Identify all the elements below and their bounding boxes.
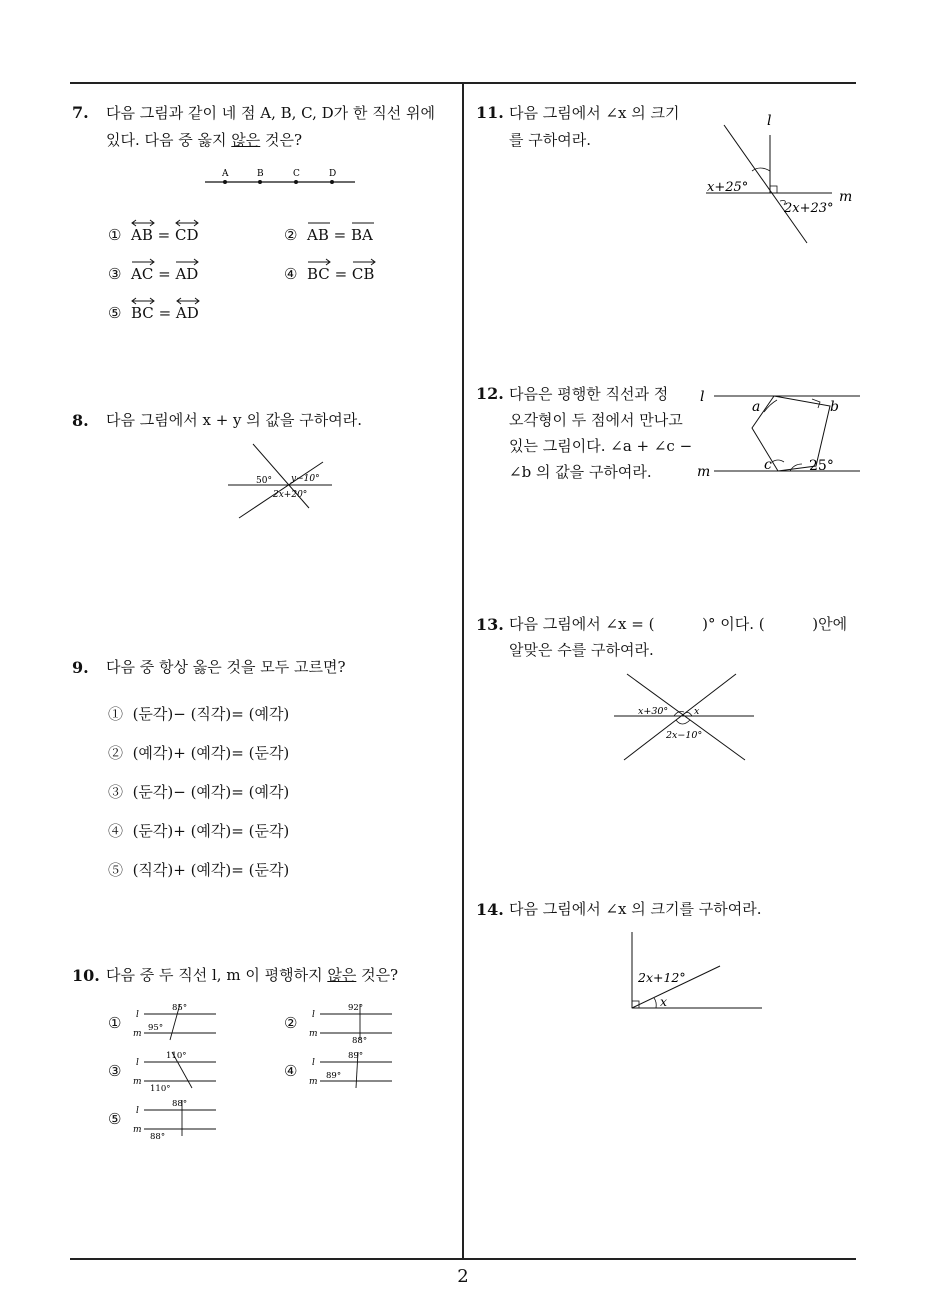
option-mark: ④: [284, 1062, 298, 1080]
q12-label-a: a: [752, 399, 761, 415]
option-mark: ③: [108, 1062, 122, 1080]
option-mark: ④: [108, 822, 124, 840]
option-mark: ①: [108, 1014, 122, 1032]
bottom-rule: [70, 1258, 856, 1260]
q10-l-label: l: [312, 1058, 315, 1068]
option-mark: ⑤: [108, 861, 124, 879]
q13-number: 13.: [476, 615, 504, 634]
q11-label-b: 2x+23°: [784, 201, 834, 216]
option-mark: ②: [284, 1014, 298, 1032]
option-right-term: AD: [176, 304, 199, 322]
q9-option-3[interactable]: [108, 781, 428, 820]
option-right-term: BA: [351, 226, 373, 244]
q10-l-label: l: [136, 1058, 139, 1068]
option-mark: ④: [284, 265, 298, 283]
q10-option-figure: [308, 1000, 398, 1044]
option-equals: =: [158, 304, 172, 322]
option-equals: =: [158, 265, 171, 283]
option-right-term: CD: [175, 226, 199, 244]
option-right-term: CB: [352, 265, 375, 283]
q10-bottom-angle: 110°: [150, 1084, 171, 1092]
q9-options: [108, 703, 428, 898]
q7-option-3[interactable]: [108, 265, 198, 283]
q7-point-label-a: A: [222, 169, 229, 179]
q10-bottom-angle: 89°: [326, 1071, 342, 1081]
q7-point-label-b: B: [257, 169, 264, 179]
q9-option-2[interactable]: [108, 742, 428, 781]
option-text: (직각)+ (예각)= (둔각): [132, 861, 290, 879]
q7-option-2[interactable]: [284, 226, 373, 244]
option-left-term: BC: [131, 304, 154, 322]
q8-figure: [225, 440, 335, 522]
q14-label-2x12: 2x+12°: [638, 970, 686, 985]
q14-number: 14.: [476, 900, 504, 919]
q12-figure: [694, 384, 864, 484]
q7-text-line2: 있다. 다음 중 옳지 않은 것은?: [106, 131, 303, 149]
option-text: (둔각)+ (예각)= (둔각): [132, 822, 290, 840]
option-mark: ⑤: [108, 1110, 122, 1128]
option-text: (둔각)− (예각)= (예각): [132, 783, 290, 801]
option-left-term: BC: [307, 265, 330, 283]
q9-option-1[interactable]: [108, 703, 428, 742]
q7-point-b: [258, 180, 262, 184]
q7-text-line1: 다음 그림과 같이 네 점 A, B, C, D가 한 직선 위에: [106, 104, 435, 122]
q10-option-figure: [132, 1000, 222, 1044]
q12-label-l: l: [700, 389, 705, 405]
q7-option-5[interactable]: [108, 304, 199, 322]
option-mark: ③: [108, 265, 122, 283]
q11-label-a: x+25°: [707, 180, 749, 195]
q7-point-d: [330, 180, 334, 184]
option-mark: ①: [108, 226, 122, 244]
q10-option-figure: [308, 1048, 398, 1092]
option-text: (둔각)− (직각)= (예각): [132, 705, 290, 723]
q14-label-x: x: [660, 994, 668, 1009]
q10-m-label: m: [133, 1077, 142, 1087]
q10-top-angle: 92°: [348, 1003, 364, 1013]
q12-label-b: b: [830, 399, 839, 415]
q8-label-2x: 2x+20°: [273, 490, 308, 500]
option-equals: =: [334, 265, 348, 283]
q10-number: 10.: [72, 966, 100, 985]
q7-point-a: [223, 180, 227, 184]
q10-option-figure: [132, 1048, 222, 1092]
option-mark: ①: [108, 705, 124, 723]
option-left-term: AC: [131, 265, 153, 283]
option-right-term: AD: [175, 265, 198, 283]
option-text: (예각)+ (예각)= (둔각): [132, 744, 290, 762]
q9-option-5[interactable]: [108, 859, 428, 898]
q9-number: 9.: [72, 658, 89, 677]
q9-text: 다음 중 항상 옳은 것을 모두 고르면?: [106, 658, 346, 676]
q10-m-label: m: [309, 1029, 318, 1039]
q11-label-l: l: [767, 113, 772, 129]
q10-text: 다음 중 두 직선 l, m 이 평행하지 않은 것은?: [106, 966, 399, 984]
q13-label-x: x: [694, 706, 700, 717]
q12-number: 12.: [476, 384, 504, 403]
q11-text-line1: 다음 그림에서 ∠x 의 크기: [509, 104, 680, 122]
option-mark: ③: [108, 783, 124, 801]
q11-label-m: m: [839, 189, 853, 205]
q7-option-4[interactable]: [284, 265, 374, 283]
option-mark: ⑤: [108, 304, 122, 322]
option-left-term: AB: [307, 226, 329, 244]
q7-point-label-c: C: [293, 169, 300, 179]
q13-figure: [612, 668, 756, 764]
q12-text-line3: 있는 그림이다. ∠a + ∠c −: [509, 437, 693, 455]
q10-top-angle: 89°: [348, 1051, 364, 1061]
q7-point-label-d: D: [329, 169, 337, 179]
q11-figure: [700, 105, 860, 250]
q12-label-m: m: [697, 464, 711, 480]
q14-text: 다음 그림에서 ∠x 의 크기를 구하여라.: [509, 900, 762, 918]
q12-text-line4: ∠b 의 값을 구하여라.: [509, 463, 652, 481]
option-mark: ②: [284, 226, 298, 244]
q11-number: 11.: [476, 103, 504, 122]
q10-top-angle: 110°: [166, 1051, 187, 1061]
q13-text-line1: 다음 그림에서 ∠x = ( )° 이다. ( )안에: [509, 615, 848, 633]
q8-number: 8.: [72, 411, 89, 430]
q10-bottom-angle: 95°: [148, 1023, 164, 1033]
q12-label-25: 25°: [809, 458, 834, 474]
q13-label-x30: x+30°: [638, 706, 669, 717]
q7-options: [108, 226, 448, 336]
q11-text-line2: 를 구하여라.: [509, 131, 591, 149]
q7-option-1[interactable]: [108, 226, 199, 244]
q14-figure: [624, 926, 764, 1016]
q10-bottom-angle: 88°: [150, 1132, 166, 1140]
q7-number: 7.: [72, 103, 89, 122]
q10-m-label: m: [309, 1077, 318, 1087]
q9-option-4[interactable]: [108, 820, 428, 859]
q10-top-angle: 88°: [172, 1099, 188, 1109]
q13-text-line2: 알맞은 수를 구하여라.: [509, 641, 654, 659]
q7-points-figure: [200, 162, 360, 188]
q10-m-label: m: [133, 1125, 142, 1135]
q10-m-label: m: [133, 1029, 142, 1039]
q10-l-label: l: [136, 1106, 139, 1116]
q10-l-label: l: [136, 1010, 139, 1020]
page-number: 2: [457, 1266, 469, 1287]
option-equals: =: [333, 226, 347, 244]
q10-l-label: l: [312, 1010, 315, 1020]
option-mark: ②: [108, 744, 124, 762]
column-divider: [462, 83, 464, 1258]
q10-bottom-angle: 88°: [352, 1036, 368, 1044]
q8-label-50: 50°: [256, 476, 272, 486]
q13-label-2x10: 2x−10°: [666, 730, 703, 741]
q12-text-line1: 다음은 평행한 직선과 정: [509, 385, 669, 403]
option-equals: =: [157, 226, 171, 244]
q8-label-y: y−10°: [291, 474, 320, 484]
q12-label-c: c: [764, 457, 772, 473]
q10-option-figure: [132, 1096, 222, 1140]
q12-text-line2: 오각형이 두 점에서 만나고: [509, 411, 683, 429]
q8-text: 다음 그림에서 x + y 의 값을 구하여라.: [106, 411, 363, 429]
q7-point-c: [294, 180, 298, 184]
option-left-term: AB: [131, 226, 153, 244]
q10-options: [108, 1000, 448, 1145]
q10-top-angle: 85°: [172, 1003, 188, 1013]
